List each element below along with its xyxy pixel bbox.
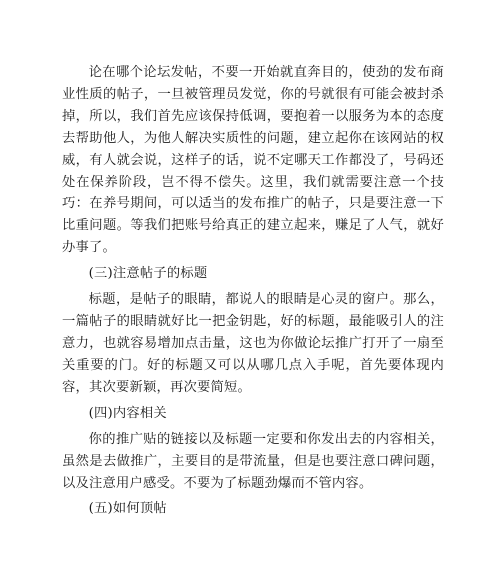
section-heading-content-relevance: (四)内容相关	[88, 405, 167, 421]
section-heading-bumping: (五)如何顶帖	[88, 501, 167, 517]
paragraph-forum-posting-intro: 论在哪个论坛发帖，不要一开始就直奔目的，使劲的发布商业性质的帖子，一旦被管理员发觉，你的号就很有可能会被封杀掉，所以，我们首先应该保持低调，要抱着一以服务为本的态度去帮助他人，为他人解决实质性的问题，建立起你在该网站的权威，有人就会说，这样子的话，说不定哪天工作都没了，号码还处在保养阶段，岂不得不偿失。这里，我们就需要注意一个技巧：在养号期间，可以适当的发布推广的帖子，只是要注意一下比重问题。等我们把账号给真正的建立起来，赚足了人气，就好办事了。	[62, 65, 444, 256]
paragraph-content-relevance: 你的推广贴的链接以及标题一定要和你发出去的内容相关，虽然是去做推广，主要目的是带流量，但是也要注意口碑问题，以及注意用户感受。不要为了标题劲爆而不管内容。	[62, 431, 444, 491]
section-heading-title: (三)注意帖子的标题	[88, 266, 208, 282]
document-body	[62, 62, 444, 524]
paragraph-title-importance: 标题，是帖子的眼睛，都说人的眼睛是心灵的窗户。那么，一篇帖子的眼睛就好比一把金钥匙，好的标题，最能吸引人的注意力，也就容易增加点击量，这也为你做论坛推广打开了一扇至关重要的门。好的标题又可以从哪几点入手呢，首先要体现内容，其次要新颖，再次要简短。	[62, 292, 444, 395]
